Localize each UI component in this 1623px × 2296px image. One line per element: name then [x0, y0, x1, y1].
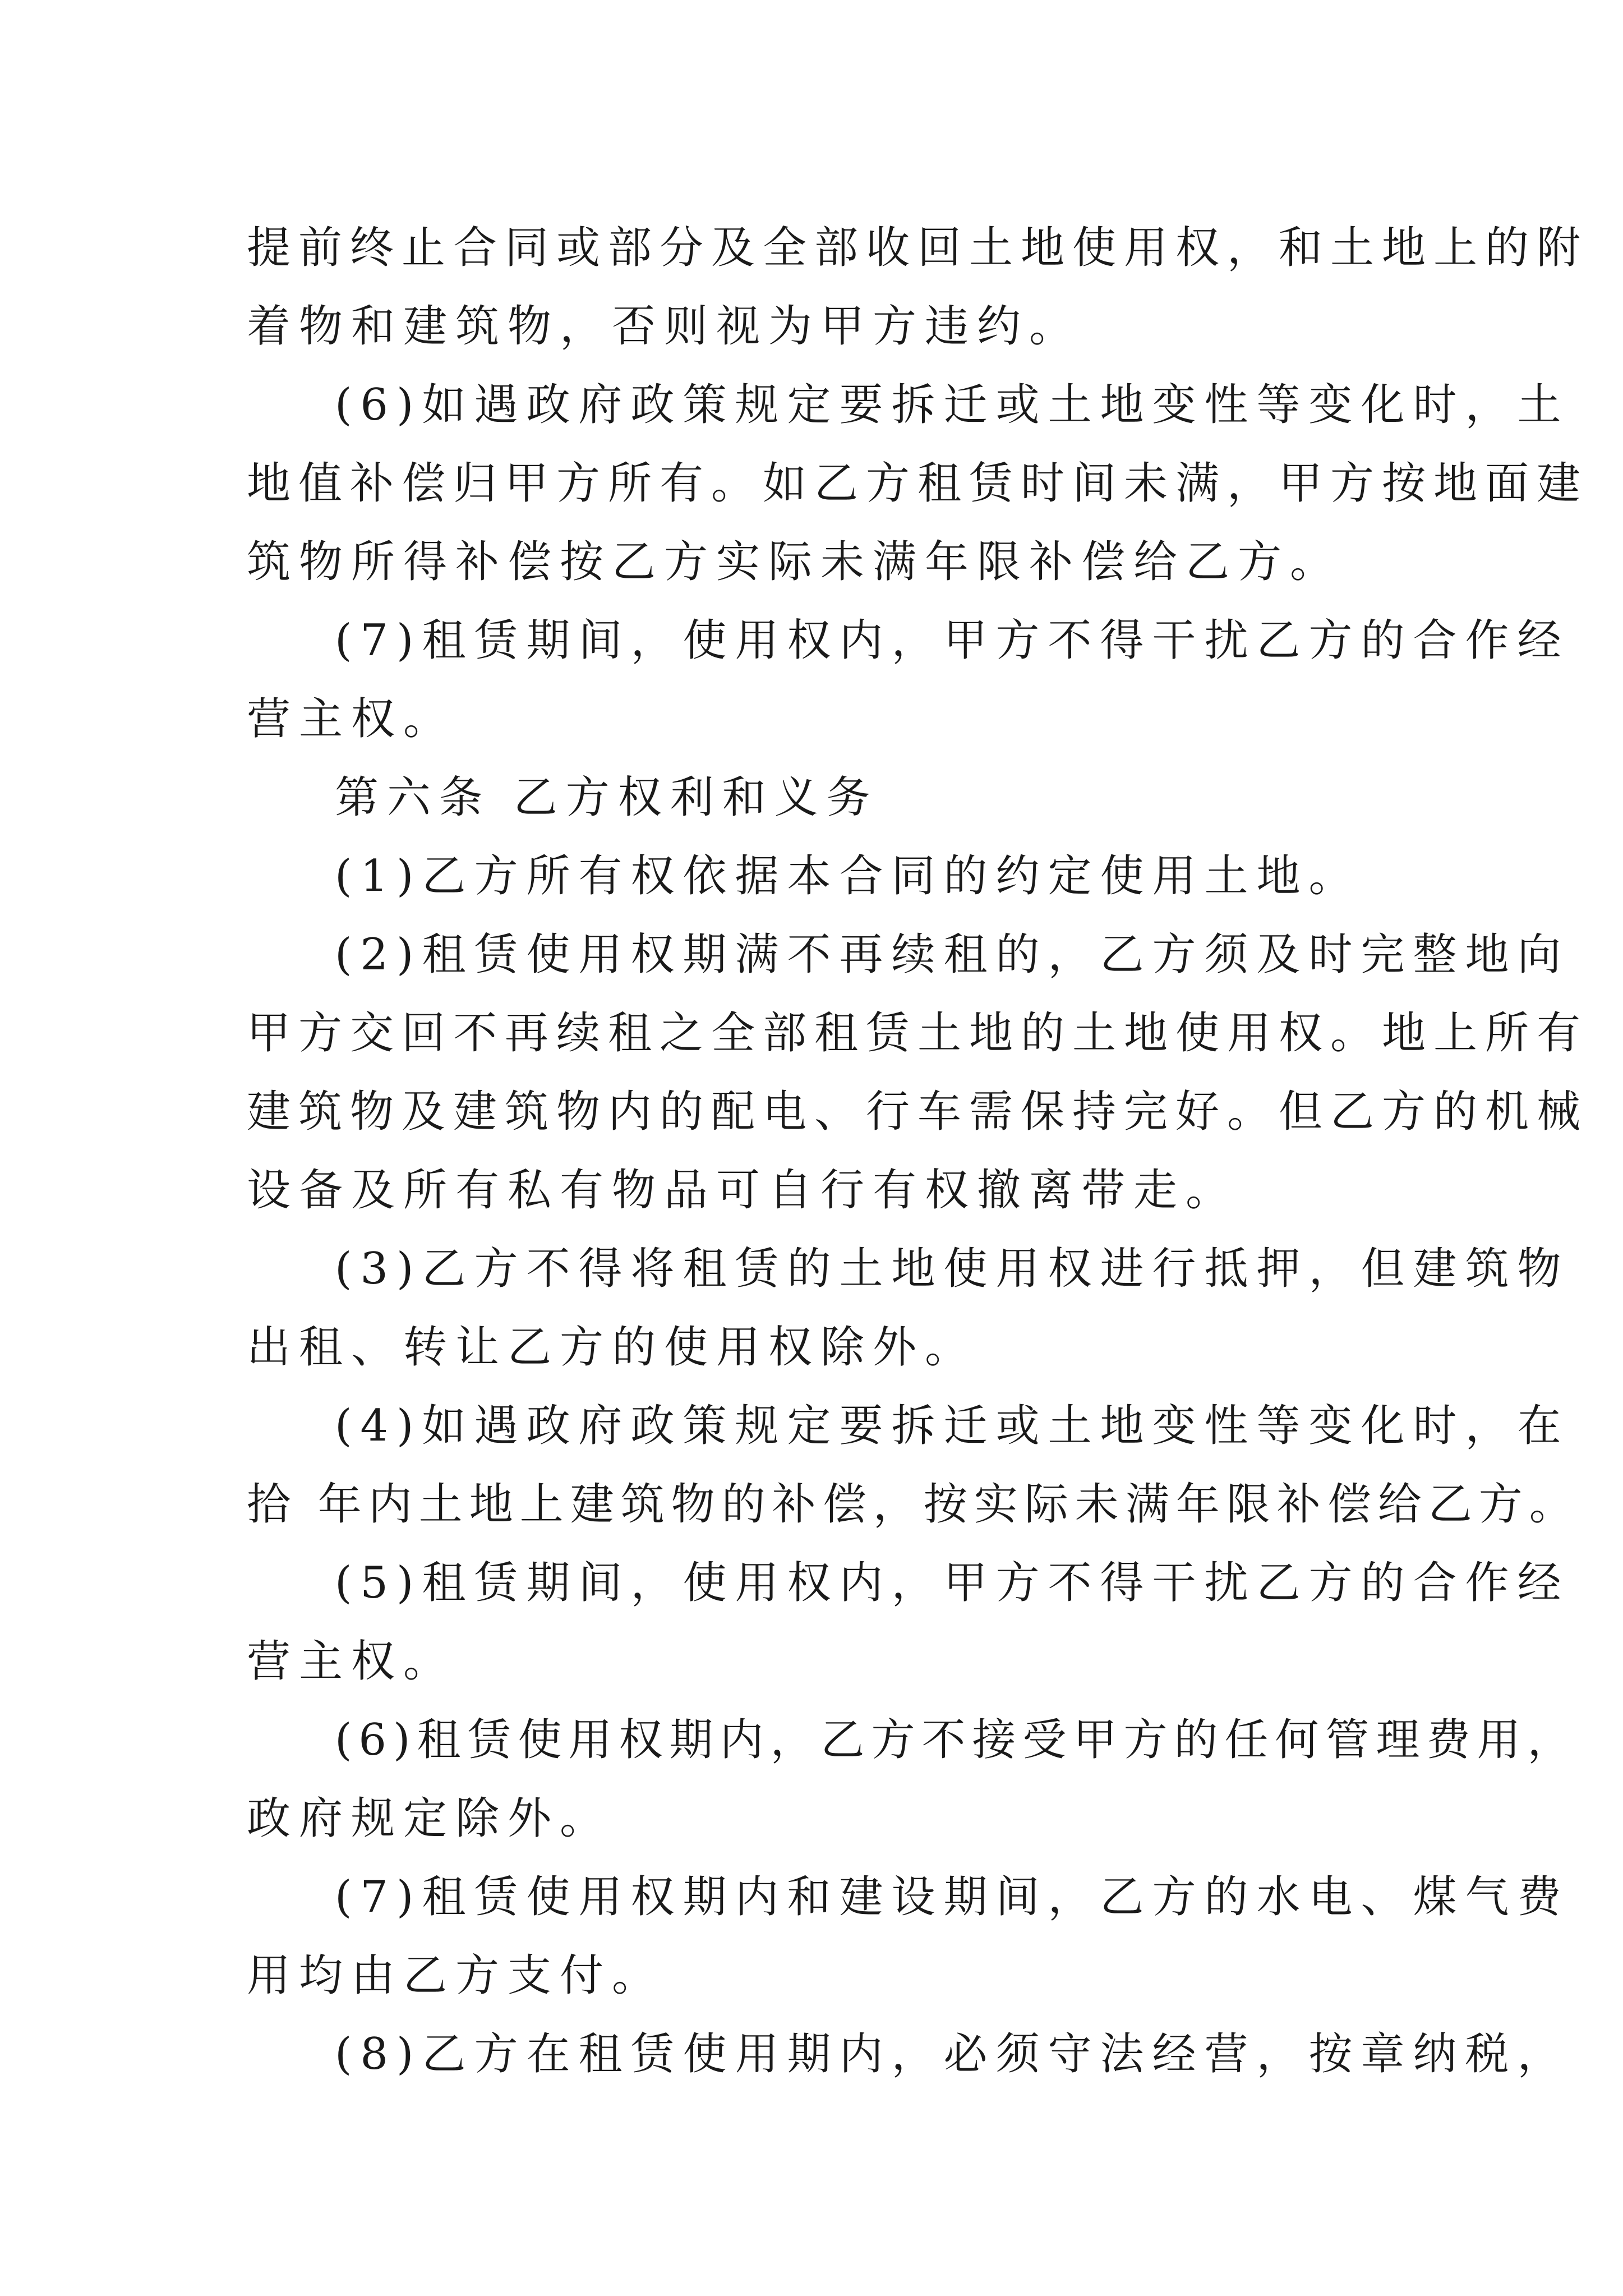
text-line: (5)租赁期间，使用权内，甲方不得干扰乙方的合作经	[335, 1558, 1570, 1608]
text-line: 营主权。	[247, 1636, 456, 1687]
text-line: 用均由乙方支付。	[247, 1950, 665, 2001]
text-line: (7)租赁使用权期内和建设期间，乙方的水电、煤气费	[335, 1872, 1570, 1922]
text-line: (6)如遇政府政策规定要拆迁或土地变性等变化时，土	[335, 380, 1570, 430]
text-line: 筑物所得补偿按乙方实际未满年限补偿给乙方。	[247, 537, 1343, 587]
section-heading: 第六条 乙方权利和义务	[335, 772, 879, 823]
text-line: 拾 年内土地上建筑物的补偿，按实际未满年限补偿给乙方。	[247, 1479, 1580, 1530]
text-line: (8)乙方在租赁使用期内，必须守法经营，按章纳税，	[335, 2029, 1570, 2079]
text-line: 营主权。	[247, 694, 456, 744]
text-line: 政府规定除外。	[247, 1793, 612, 1844]
text-line: (2)租赁使用权期满不再续租的，乙方须及时完整地向	[335, 930, 1570, 980]
text-line: (6)租赁使用权期内，乙方不接受甲方的任何管理费用，	[335, 1715, 1578, 1765]
text-line: 提前终止合同或部分及全部收回土地使用权，和土地上的附	[247, 223, 1589, 273]
text-line: (7)租赁期间，使用权内，甲方不得干扰乙方的合作经	[335, 615, 1570, 666]
text-line: 甲方交回不再续租之全部租赁土地的土地使用权。地上所有	[247, 1008, 1589, 1059]
text-line: (1)乙方所有权依据本合同的约定使用土地。	[335, 851, 1361, 901]
text-line: (3)乙方不得将租赁的土地使用权进行抵押，但建筑物	[335, 1244, 1570, 1294]
text-line: 着物和建筑物，否则视为甲方违约。	[247, 301, 1082, 352]
text-line: (4)如遇政府政策规定要拆迁或土地变性等变化时，在	[335, 1401, 1570, 1451]
text-line: 建筑物及建筑物内的配电、行车需保持完好。但乙方的机械	[247, 1087, 1589, 1137]
text-line: 地值补偿归甲方所有。如乙方租赁时间未满，甲方按地面建	[247, 458, 1589, 509]
text-line: 出租、转让乙方的使用权除外。	[247, 1322, 978, 1373]
text-line: 设备及所有私有物品可自行有权撤离带走。	[247, 1165, 1238, 1216]
